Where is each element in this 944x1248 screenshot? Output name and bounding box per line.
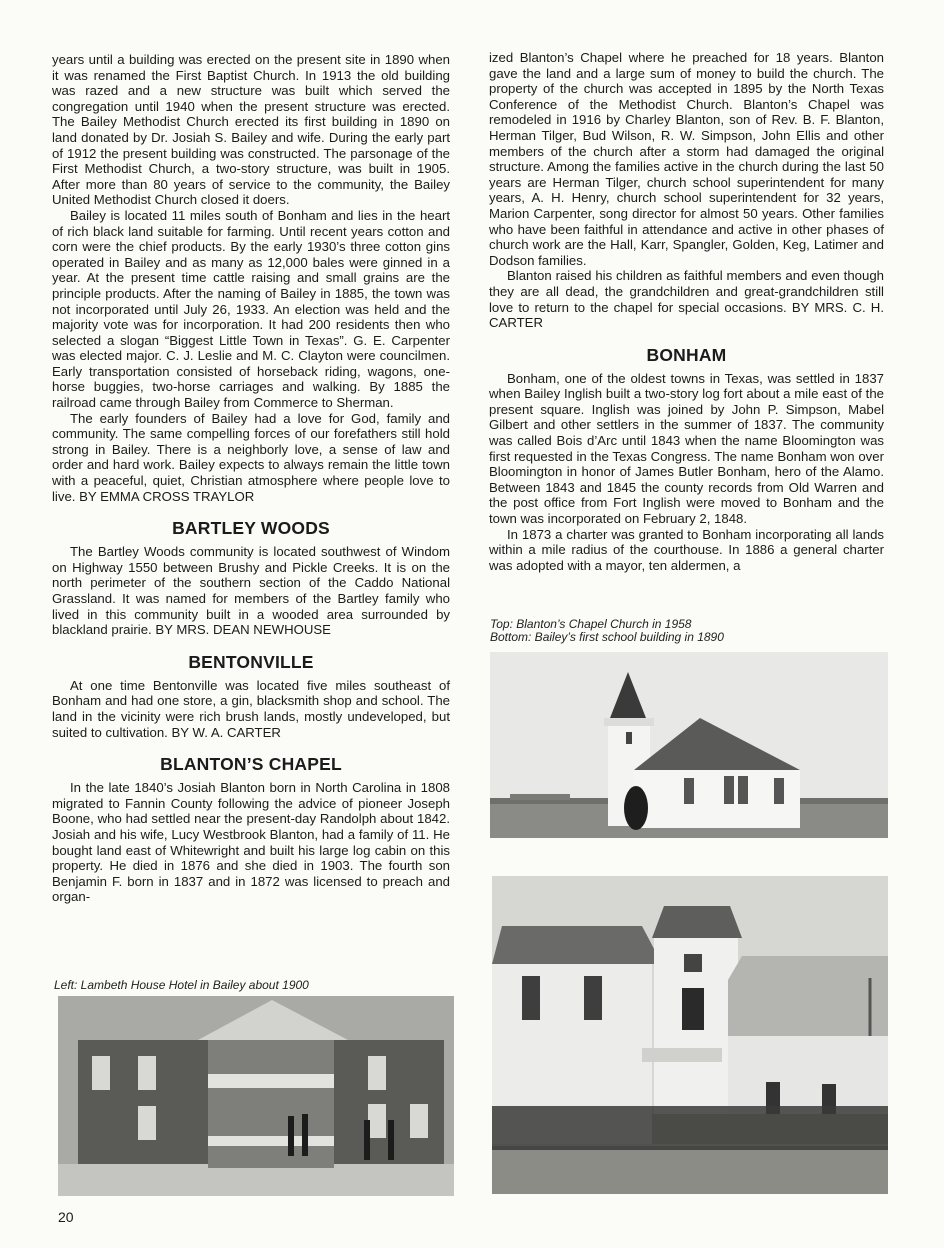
paragraph: The early founders of Bailey had a love for God, family and community. The same compelling forces of our forefathers still hold strong in Bailey. There is a neighborly love, a sense of law and order and hard work. Bailey expects to always remain the little town with a peaceful, quiet, Christian atmosphere where people love to live. BY EMMA CROSS TRAYLOR [52, 410, 450, 504]
section-heading-bentonville: BENTONVILLE [188, 651, 314, 672]
photo-caption-left: Left: Lambeth House Hotel in Bailey about 1900 [54, 978, 309, 992]
photo-caption-bottom: Bottom: Bailey’s first school building in 1890 [490, 630, 724, 644]
hotel-photo [58, 996, 454, 1196]
school-photo [492, 876, 888, 1194]
paragraph: In 1873 a charter was granted to Bonham incorporating all lands within a mile radius of the courthouse. In 1886 a general charter was adopted with a mayor, ten aldermen, a [489, 526, 884, 573]
paragraph: In the late 1840’s Josiah Blanton born in North Carolina in 1808 migrated to Fannin County following the advice of pioneer Joseph Boone, who had settled near the present-day Randolph about 1842. Josiah and his wife, Lucy Westbrook Blanton, had a family of 11. He bought land east of Whitewright and built his large log cabin on this property. He died in 1876 and she died in 1903. The fourth son Benjamin F. born in 1837 and in 1872 was licensed to preach and organ- [52, 780, 450, 905]
paragraph: At one time Bentonville was located five miles southeast of Bonham and had one store, a gin, blacksmith shop and school. The land in the vicinity were rich brush lands, mostly undeveloped, but suited to cultivation. BY W. A. CARTER [52, 677, 450, 740]
right-column [489, 50, 884, 573]
section-heading-blantons-chapel: BLANTON’S CHAPEL [160, 754, 342, 775]
paragraph: years until a building was erected on the present site in 1890 when it was renamed the First Baptist Church. In 1913 the old building was razed and a new structure was built which served the congregation until 1940 when the present structure was erected. The Bailey Methodist Church erected its first building in 1890 on land donated by Dr. Josiah S. Bailey and wife. During the early part of 1912 the present building was constructed. The parsonage of the First Methodist Church, a two-story structure, was built in 1905. After more than 80 years of service to the community, the Bailey United Methodist Church closed it doers. [52, 52, 450, 208]
church-photo [490, 652, 888, 838]
page-number: 20 [58, 1209, 74, 1225]
paragraph: Bailey is located 11 miles south of Bonham and lies in the heart of rich black land suitable for farming. Until recent years cotton and corn were the chief products. By the early 1930’s three cotton gins operated in Bailey and as many as 12,000 bales were ginned in a year. At the present time cattle raising and small grains are the principle products. After the naming of Bailey in 1885, the town was not incorporated until July 26, 1933. An election was held and the majority vote was for incorporation. It had 200 residents then who selected a slogan “Biggest Little Town in Texas”. G. E. Carpenter was elected major. C. J. Leslie and M. C. Clayton were councilmen. Early transportation consisted of horseback riding, wagons, one-horse buggies, two-horse carriages and walking. By 1885 the railroad came through Bailey from Commerce to Sherman. [52, 207, 450, 411]
paragraph: ized Blanton’s Chapel where he preached for 18 years. Blanton gave the land and a large sum of money to build the church. The property of the church was accepted in 1895 by the North Texas Conference of the Methodist Church. Blanton’s Chapel was remodeled in 1916 by Charley Blanton, son of Rev. B. F. Blanton, Herman Tilger, Bud Wilson, R. W. Simpson, John Ellis and other members of the church after a storm had damaged the original structure. Among the families active in the church during the last 50 years are Herman Tilger, church school superintendent for many years, A. H. Henry, church school superintendent for 32 years, Marion Carpenter, song director for almost 50 years. Other families who have been faithful in attendance and active in other phases of church work are the Hall, Karr, Spangler, Golden, Keg, Latimer and Dodson families. [489, 50, 884, 268]
left-column [52, 52, 450, 905]
paragraph: Bonham, one of the oldest towns in Texas, was settled in 1837 when Bailey Inglish built a two-story log fort about a mile east of the present square. Inglish was joined by John P. Simpson, Mabel Gilbert and other settlers in the summer of 1837. The community was called Bois d’Arc until 1843 when the name Bloomington was first requested in the Texas Congress. The name Bonham won over Bloomington in honor of James Butler Bonham, hero of the Alamo. Between 1843 and 1845 the county records from Old Warren and the post office from Fort Inglish were moved to Bonham and the town was incorporated on February 2, 1848. [489, 370, 884, 527]
section-heading-bartley-woods: BARTLEY WOODS [172, 518, 330, 539]
section-heading-bonham: BONHAM [646, 344, 727, 365]
paragraph: The Bartley Woods community is located southwest of Windom on Highway 1550 between Brushy and Pickle Creeks. It is on the north perimeter of the southern section of the Caddo National Grassland. It was named for members of the Bartley family who lived in this community built in a wooded area surrounded by blackland prairie. BY MRS. DEAN NEWHOUSE [52, 544, 450, 638]
paragraph: Blanton raised his children as faithful members and even though they are all dead, the grandchildren and great-grandchildren still love to return to the chapel for special occasions. BY MRS. C. H. CARTER [489, 268, 884, 331]
photo-caption-top: Top: Blanton’s Chapel Church in 1958 [490, 617, 692, 631]
